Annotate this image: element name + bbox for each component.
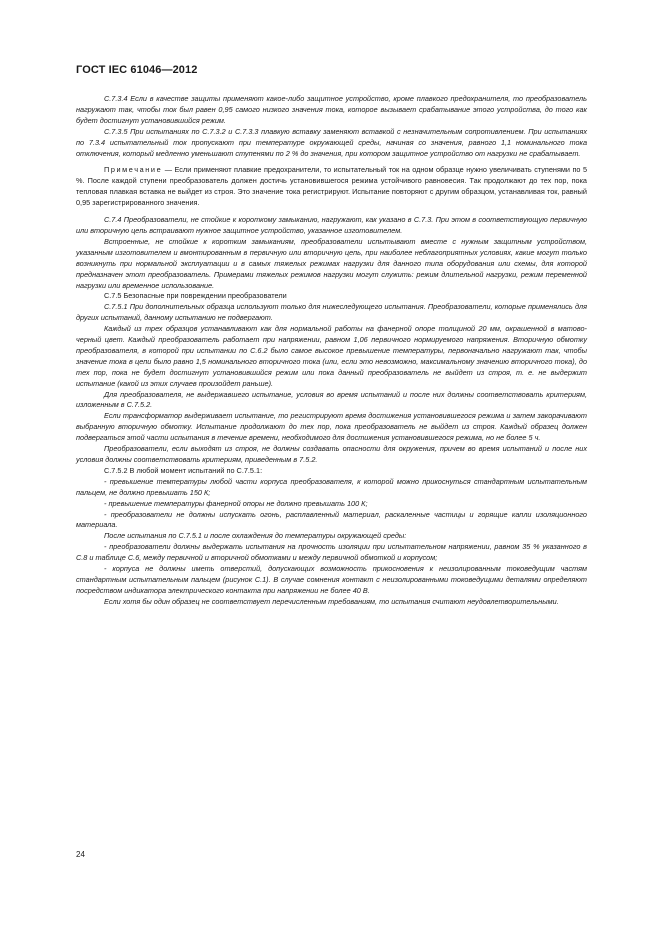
- list-item-temp-case: - превышение температуры любой части корпуса преобразователя, к которой можно прикоснуться стандартным испытательным пальцем, не должно превышать 150 К;: [76, 476, 587, 497]
- document-header: ГОСТ IEC 61046—2012: [76, 64, 198, 76]
- list-item-temp-plywood: - превышение температуры фанерной опоры не должно превышать 100 К;: [104, 498, 368, 508]
- paragraph-failed: Для преобразователя, не выдержавшего испытание, условия во время испытаний и после них должны соответствовать критериям, изложенным в С.7.5.2.: [76, 389, 587, 410]
- document-body: [76, 94, 587, 608]
- paragraph-conclusion: Если хотя бы один образец не соответствует перечисленным требованиям, то испытания считают неудовлетворительными.: [104, 596, 559, 606]
- paragraph-after-test: После испытания по С.7.5.1 и после охлаждения до температуры окружающей среды:: [104, 531, 407, 541]
- note-label: Примечание: [104, 165, 163, 175]
- list-item-enclosure: - корпуса не должны иметь отверстий, допускающих возможность прикосновения к неизолированным токоведущим частям стандартным испытательным пальцем (рисунок С.1). В случае сомнения контакт с неизолированными токоведущими деталями определяют посредством индикатора электрического контакта при напряжении не более 40 В.: [76, 564, 587, 595]
- paragraph-c734: С.7.3.4 Если в качестве защиты применяют какое-либо защитное устройство, кроме плавкого предохранителя, то преобразователь нагружают так, чтобы ток был равен 0,95 самого низкого значения тока, которое вызывает срабатывание этого устройства, до того как будет достигнут установившийся режим.: [76, 94, 587, 125]
- page-number: 24: [76, 850, 85, 859]
- list-item-no-fire: - преобразователи не должны испускать огонь, расплавленный материал, раскаленные частицы и горящие капли изоляционного материала.: [76, 509, 587, 530]
- paragraph-danger: Преобразователи, если выходят из строя, не должны создавать опасности для окружения, причем во время испытаний и после них условия должны соответствовать критериям, приведенным в 7.5.2.: [76, 444, 587, 464]
- paragraph-c751: С.7.5.1 При дополнительных образца используют только для нижеследующего испытания. Преобразователи, которые применялись для других испытаний, данному испытанию не подвергают.: [76, 302, 587, 323]
- heading-c752: С.7.5.2 В любой момент испытаний по С.7.5.1:: [104, 465, 263, 475]
- heading-c75: С.7.5 Безопасные при повреждении преобразователи: [104, 291, 287, 301]
- paragraph-three-samples: Каждый из трех образцов устанавливают как для нормальной работы на фанерной опоре толщиной 20 мм, окрашенной в матово-черный цвет. Каждый преобразователь работает при напряжении, равном 1,06 первичного нормируемого напряжения. Вторичную обмотку преобразователя, в которой при испытании по С.6.2 было самое высокое превышение температуры, первоначально нагружают так, чтобы значение тока в цепи было равно 1,5 номинального вторичного тока (или, если это невозможно, максимальному значению вторичного тока), до тех пор, пока не будет достигнут установившийся режим или пока данный преобразователь не выйдет из строя, т. е. не выдержит испытание (какой из этих случаев произойдет раньше).: [76, 324, 587, 388]
- paragraph-passed: Если трансформатор выдерживает испытание, то регистрируют время достижения установившегося режима и затем закорачивают выбранную вторичную обмотку. Испытание продолжают до тех пор, пока преобразователь не выйдет из строя. Каждый образец должен подвергаться этой части испытания в течение времени, необходимого для достижения установившегося режима, но не более 5 ч.: [76, 411, 587, 443]
- note-paragraph: [76, 165, 587, 209]
- paragraph-c735: С.7.3.5 При испытаниях по С.7.3.2 и С.7.3.3 плавкую вставку заменяют вставкой с незначительным сопротивлением. При испытаниях по 7.3.4 испытательный ток пропускают при температуре окружающей среды, начиная со значения, равного 1,1 номинального тока отключения, который медленно уменьшают ступенями по 2 % до значения, при котором защитное устройство от нагрузки не срабатывает.: [76, 126, 587, 158]
- list-item-insulation: - преобразователи должны выдержать испытания на прочность изоляции при испытательном напряжении, равном 35 % указанного в С.8 и таблице С.6, между первичной и вторичной обмотками и между первичной обмоткой и корпусом;: [76, 542, 587, 563]
- paragraph-c74: С.7.4 Преобразователи, не стойкие к короткому замыканию, нагружают, как указано в С.7.3. При этом в соответствующую первичную или вторичную цепь встраивают нужное защитное устройство, указанное изготовителем.: [76, 215, 587, 235]
- paragraph-built-in: Встроенные, не стойкие к коротким замыканиям, преобразователи испытывают вместе с нужным защитным устройством, указанным изготовителем и вмонтированным в первичную или вторичную цепь, при наиболее неблагоприятных условиях, какие могут только возникнуть при нормальной эксплуатации и в самых тяжелых режимах нагрузки для данного типа оборудования или схемы, для которой предназначен этот преобразователь. Примерами тяжелых режимов нагрузки могут служить: режим длительной нагрузки, режим переменной нагрузки или временное использование.: [76, 236, 587, 290]
- note-text: — Если применяют плавкие предохранители, то испытательный ток на одном образце нужно увеличивать ступенями по 5 %. После каждой ступени преобразователь должен достичь установившегося режима устойчивого равновесия. Так продолжают до тех пор, пока тепловая плавкая вставка не выйдет из строя. Это значение тока регистрируют. Испытание повторяют с другим образцом, устанавливая ток, равный 0,95 зарегистрированного значения.: [76, 165, 588, 208]
